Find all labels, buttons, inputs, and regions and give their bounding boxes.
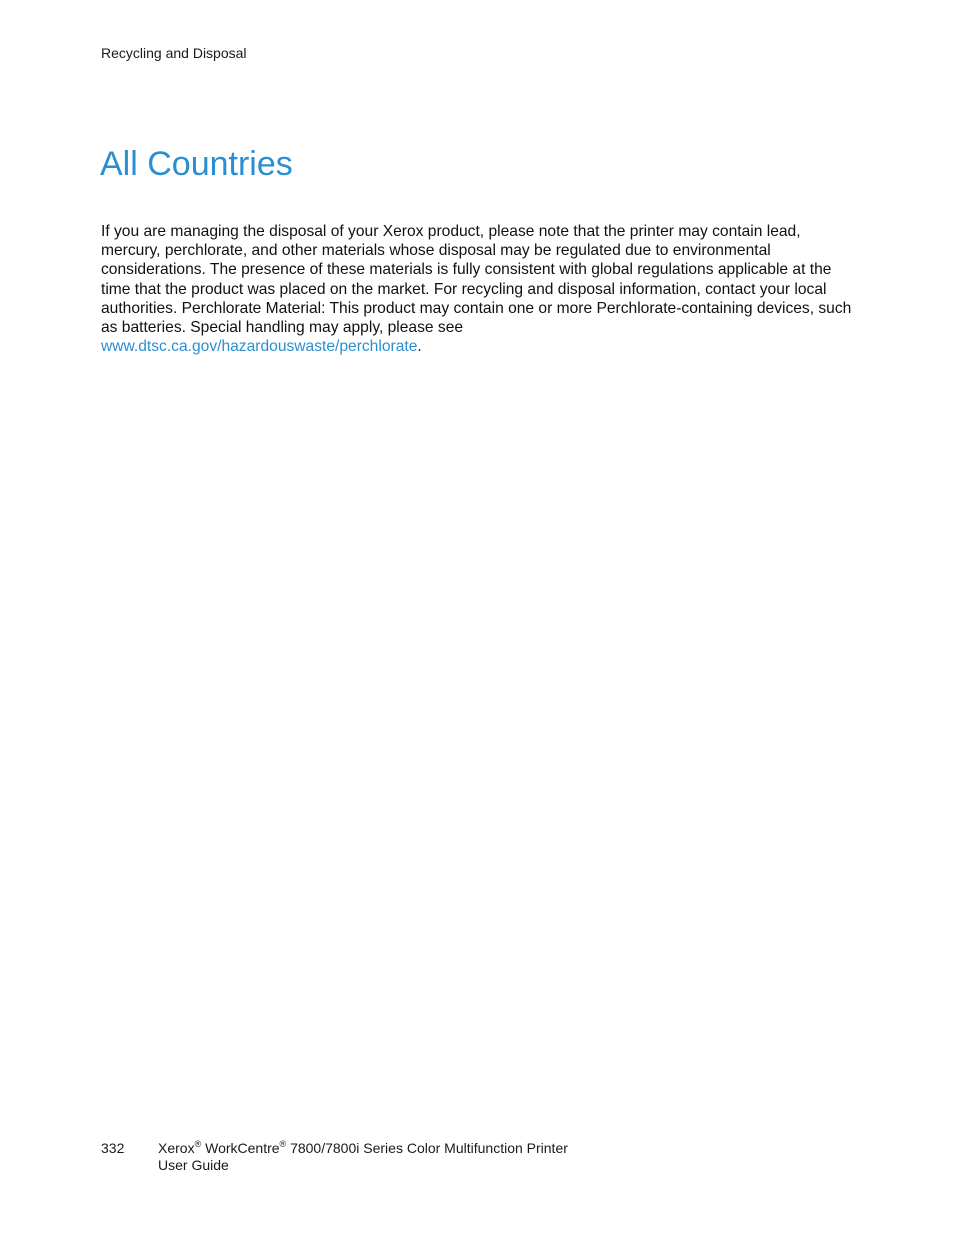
product-title	[158, 1140, 568, 1157]
paragraph-text: If you are managing the disposal of your Xerox product, please note that the printer may contain lead, mercury, perchlorate, and other materials whose disposal may be regulated due to environmental considerations. The presence of these materials is fully consistent with global regulations applicable at the time that the product was placed on the market. For recycling and disposal information, contact your local authorities. Perchlorate Material: This product may contain one or more Perchlorate-containing devices, such as batteries. Special handling may apply, please see	[101, 223, 852, 337]
model-text: 7800/7800i Series Color Multifunction Printer	[290, 1140, 568, 1156]
registered-mark-2: ®	[279, 1139, 287, 1149]
paragraph-period: .	[417, 338, 422, 356]
doc-type: User Guide	[158, 1157, 229, 1173]
product-title-block	[158, 1140, 568, 1174]
brand-name: Xerox	[158, 1140, 195, 1156]
running-header: Recycling and Disposal	[101, 45, 247, 61]
product-line: WorkCentre	[205, 1140, 280, 1156]
body-paragraph	[101, 222, 861, 356]
page-title: All Countries	[100, 145, 293, 183]
page-number: 332	[101, 1140, 125, 1156]
perchlorate-link[interactable]: www.dtsc.ca.gov/hazardouswaste/perchlorate	[101, 338, 418, 356]
registered-mark: ®	[194, 1139, 202, 1149]
